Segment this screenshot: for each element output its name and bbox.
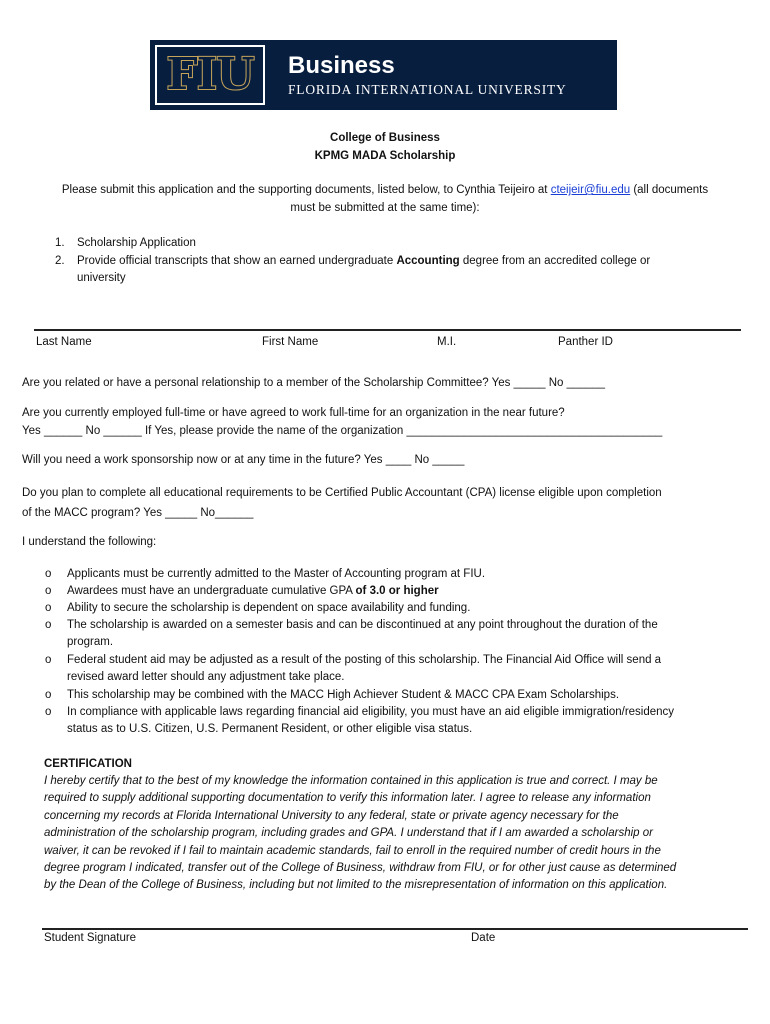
bullet-marker: o [45, 619, 52, 631]
question-employment-line-2: Yes ______ No ______ If Yes, please provide the name of the organization ________________________________________ [22, 425, 663, 437]
requirement-item-2 [77, 253, 650, 270]
certification-line: concerning my records at Florida International University to any federal, state or private agency necessary for the [44, 810, 619, 822]
accounting-emphasis: Accounting [396, 255, 460, 267]
email-link[interactable]: cteijeir@fiu.edu [550, 184, 631, 196]
requirement-item-1: Scholarship Application [77, 237, 196, 249]
student-signature-label: Student Signature [44, 932, 137, 944]
bullet-marker: o [45, 602, 52, 614]
requirement-item-2-text: Provide official transcripts that show an earned undergraduate [77, 255, 397, 267]
bullet-marker: o [45, 706, 52, 718]
middle-initial-label: M.I. [437, 336, 457, 348]
certification-line: administration of the scholarship program, including grades and GPA. I understand that if I am awarded a scholarship or [44, 827, 653, 839]
understand-item-2-text: Awardees must have an undergraduate cumulative GPA [67, 585, 356, 597]
understand-item-2 [67, 583, 439, 600]
requirements-list [55, 235, 745, 295]
intro-text-after: (all documents [630, 184, 709, 196]
requirement-item-2-text-after: degree from an accredited college or [459, 255, 651, 267]
question-employment-line-1: Are you currently employed full-time or have agreed to work full-time for an organization in the near future? [22, 407, 565, 419]
question-cpa-eligible-line-2: of the MACC program? Yes _____ No______ [22, 507, 254, 519]
question-cpa-eligible-line-1: Do you plan to complete all educational requirements to be Certified Public Accountant (CPA) license eligible upon completion [22, 487, 662, 499]
logo-university-text: FLORIDA INTERNATIONAL UNIVERSITY [288, 82, 567, 97]
certification-line: waiver, it can be revoked if I fail to maintain academic standards, fail to enroll in the required number of credit hours in the [44, 845, 661, 857]
certification-heading: CERTIFICATION [44, 758, 132, 770]
understand-item-4-line-2: program. [67, 636, 114, 648]
bullet-marker: o [45, 568, 52, 580]
intro-line-1 [0, 182, 770, 199]
bullet-marker: o [45, 689, 52, 701]
understand-item-5-line-2: revised award letter should any adjustment take place. [67, 671, 345, 683]
understand-item-6: This scholarship may be combined with the MACC High Achiever Student & MACC CPA Exam Scholarships. [67, 689, 620, 701]
understand-list [45, 566, 755, 746]
question-committee-relationship: Are you related or have a personal relationship to a member of the Scholarship Committee? Yes _____ No ______ [22, 377, 606, 389]
certification-line: by the Dean of the College of Business, including but not limited to the misrepresentation of information on this application. [44, 879, 668, 891]
first-name-label: First Name [262, 336, 319, 348]
gpa-requirement-emphasis: of 3.0 or higher [355, 585, 439, 597]
bullet-marker: o [45, 654, 52, 666]
understand-item-7-line-1: In compliance with applicable laws regarding financial aid eligibility, you must have an aid eligible immigration/residency [67, 706, 675, 718]
bullet-marker: o [45, 585, 52, 597]
panther-id-label: Panther ID [558, 336, 613, 348]
intro-text-before: Please submit this application and the supporting documents, listed below, to Cynthia Teijeiro at [61, 184, 551, 196]
last-name-label: Last Name [36, 336, 92, 348]
requirement-item-2-line-2: university [77, 272, 126, 284]
understand-heading: I understand the following: [22, 536, 157, 548]
fiu-business-logo [150, 40, 617, 110]
understand-item-4-line-1: The scholarship is awarded on a semester basis and can be discontinued at any point throughout the duration of the [67, 619, 658, 631]
logo-business-text: Business [288, 52, 395, 79]
understand-item-1: Applicants must be currently admitted to the Master of Accounting program at FIU. [67, 568, 486, 580]
name-fields-line[interactable] [34, 329, 741, 331]
intro-line-2: must be submitted at the same time): [290, 202, 480, 214]
understand-item-5-line-1: Federal student aid may be adjusted as a result of the posting of this scholarship. The Financial Aid Office will send a [67, 654, 662, 666]
scholarship-title: KPMG MADA Scholarship [314, 150, 456, 162]
fiu-logo-mark: FIU [166, 49, 254, 100]
understand-item-7-line-2: status as to U.S. Citizen, U.S. Permanent Resident, or other eligible visa status. [67, 723, 473, 735]
signature-line[interactable] [42, 928, 748, 930]
question-work-sponsorship: Will you need a work sponsorship now or at any time in the future? Yes ____ No _____ [22, 454, 465, 466]
college-title: College of Business [330, 132, 440, 144]
fiu-logo-mark-box [155, 45, 265, 105]
requirement-number-1: 1. [55, 237, 65, 249]
certification-line: degree program I indicated, transfer out of the College of Business, withdraw from FIU, or for other just cause as determined [44, 862, 677, 874]
date-label: Date [471, 932, 496, 944]
requirement-number-2: 2. [55, 255, 65, 267]
certification-line: required to supply additional supporting documentation to verify this information later. I agree to release any information [44, 792, 651, 804]
understand-item-3: Ability to secure the scholarship is dependent on space availability and funding. [67, 602, 471, 614]
certification-line: I hereby certify that to the best of my knowledge the information contained in this application is true and correct. I may be [44, 775, 658, 787]
